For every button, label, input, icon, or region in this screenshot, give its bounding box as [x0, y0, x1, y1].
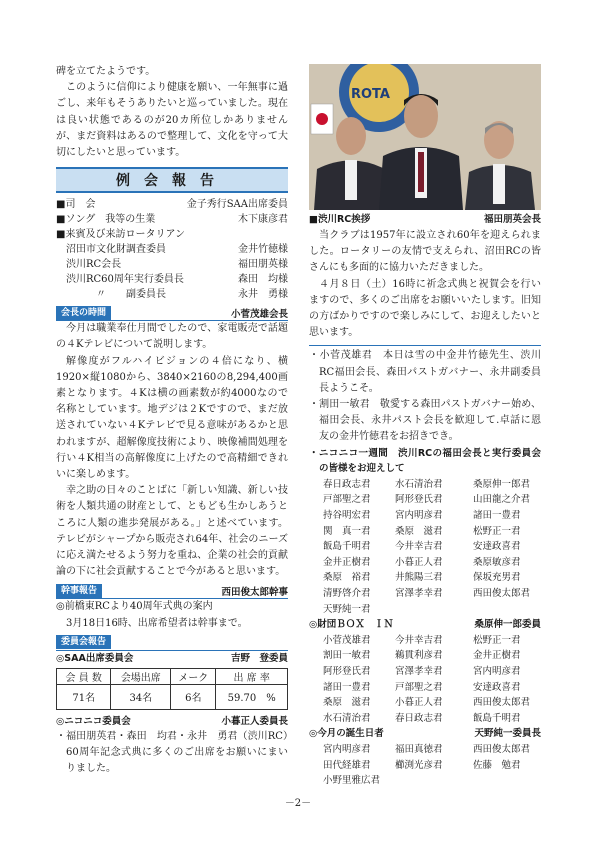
member-name: 宮澤孝幸君: [395, 665, 443, 677]
member-name: 阿形登氏君: [395, 494, 443, 506]
member-name: 宮澤孝幸君: [395, 587, 443, 599]
foundation-box-names: [309, 633, 541, 727]
attendance-table: [56, 668, 288, 710]
member-name: 桑原敏彦君: [473, 556, 521, 568]
niko-week-title: ・ニコニコ一週間 渋川RCの福田会長と実行委員会の皆様をお迎えして: [309, 447, 541, 475]
rotary-sign-text: ROTA: [351, 87, 390, 102]
attendance-header-row: [57, 668, 288, 684]
role-value: 福田朋英様: [238, 259, 288, 271]
president-time-tag: 会長の時間: [56, 306, 111, 320]
role-row: [56, 257, 288, 272]
member-name: 櫛渕光彦君: [395, 759, 443, 771]
role-label: ■来賓及び来訪ロータリアン: [56, 229, 186, 241]
member-name: 桑原伸一郎君: [473, 478, 531, 490]
member-name: 宮内明彦君: [473, 665, 521, 677]
role-value: 金子秀行SAA出席委員: [186, 199, 288, 211]
committee-report-tag: 委員会報告: [56, 635, 111, 649]
photo-illustration: [309, 64, 541, 210]
member-name: 諸田一豊君: [473, 510, 521, 522]
table-cell: 71名: [57, 684, 111, 709]
table-header-cell: メーク: [171, 668, 216, 684]
table-header-cell: 会場出席: [111, 668, 171, 684]
role-label: ■ソング 我等の生業: [56, 214, 156, 226]
meeting-report-banner: [56, 167, 288, 193]
foundation-box-member: 桑原伸一郎委員: [474, 619, 541, 631]
member-name: 小菅茂雄君: [323, 634, 371, 646]
role-value: 金井竹徳様: [238, 244, 288, 256]
roles-list: [56, 197, 288, 302]
president-paragraph: 解像度がフルハイビジョンの４倍になり、横1920×縦1080から、3840×2160の8,294,400画素となります。４Kは横の画素数が約4000なので名称としています。地デジは２Kですので、まだ放送されていない４Kテレビで見る意味があるかと思われますが、超解像度技術により、映像補間処理を行い４K相当の高解像度に上げたので高精細できれいに楽しめます。: [56, 355, 288, 481]
role-row: [56, 227, 288, 242]
divider: [309, 345, 541, 346]
niko-member: 小暮正人委員長: [221, 715, 288, 727]
member-name: 鵜貫利彦君: [395, 650, 443, 662]
saa-title: ◎SAA出席委員会: [56, 652, 134, 664]
member-name: 安達政喜君: [473, 681, 521, 693]
member-name: 桑原 滋君: [395, 525, 443, 537]
member-name: 西田俊太郎君: [473, 743, 531, 755]
member-name: 今井幸吉君: [395, 541, 443, 553]
table-cell: 6名: [171, 684, 216, 709]
left-column: [56, 64, 288, 777]
member-name: 水石清治君: [323, 712, 371, 724]
group-photo: [309, 64, 541, 210]
member-name: 金井正樹君: [323, 556, 371, 568]
member-name: 西田俊太郎君: [473, 587, 531, 599]
member-name: 安達政喜君: [473, 541, 521, 553]
member-name: 小暮正人君: [395, 556, 443, 568]
president-time-header: [56, 305, 288, 321]
member-name: 持谷明宏君: [323, 510, 371, 522]
birthday-names: [309, 742, 541, 789]
role-row: [56, 287, 288, 302]
role-label: 渋川RC会長: [56, 259, 122, 271]
president-name: 小菅茂雄会長: [230, 308, 288, 320]
birthday-member: 天野純一委員長: [474, 728, 541, 740]
member-name: 阿形登氏君: [323, 665, 371, 677]
photo-caption: [309, 212, 541, 228]
member-name: 春日政志君: [323, 478, 371, 490]
member-name: 桑原 滋君: [323, 697, 371, 709]
member-name: 天野純一君: [323, 603, 371, 615]
table-cell: 59.70 %: [216, 684, 288, 709]
role-value: 永井 勇様: [238, 289, 288, 301]
role-value: 木下康彦君: [238, 214, 288, 226]
member-name: 金井正樹君: [473, 650, 521, 662]
niko-entry: ・福田朋英君・森田 均君・永井 勇君（渋川RC）60周年記念式典に多くのご出席をお願いにまいりました。: [56, 730, 288, 775]
member-name: 井熊陽三君: [395, 572, 443, 584]
foundation-box-heading: [309, 617, 541, 633]
table-header-cell: 会 員 数: [57, 668, 111, 684]
caption-person: 福田朋英会長: [483, 214, 541, 225]
attendance-values-row: [57, 684, 288, 709]
secretary-report-header: [56, 583, 288, 599]
member-name: 関 真一君: [323, 525, 371, 537]
role-row: [56, 197, 288, 212]
member-name: 飯島千明君: [323, 541, 371, 553]
intro-paragraph: このように信仰により健康を願い、一年無事に過ごし、来年もそうありたいと巡っていました。現在は良い状態であるのが20カ所位しかありませんが、まだ資料はあるので整理して、文化を守って大切にしたいと思っています。: [56, 82, 288, 159]
committee-report-header: [56, 635, 288, 651]
guest-paragraph: ４月８日（土）16時に祈念式典と祝賀会を行いますので、多くのご出席をお願いいたします。旧知の方ばかりですので楽しみにして、お迎えしたいと思います。: [309, 278, 541, 339]
saa-committee-heading: [56, 651, 288, 666]
secretary-line: ◎前橋東RCより40周年式典の案内: [56, 601, 213, 613]
foundation-box-title: ◎財団ＢＯＸ ＩＮ: [309, 619, 394, 631]
saa-member: 吉野 登委員: [230, 652, 288, 664]
member-name: 保坂充男君: [473, 572, 521, 584]
role-label: 渋川RC60周年実行委員長: [56, 274, 184, 286]
banner-title: 例会報告: [116, 173, 228, 190]
role-label: 沼田市文化財調査委員: [56, 244, 166, 256]
member-name: 松野正一君: [473, 634, 521, 646]
member-name: 福田真徳君: [395, 743, 443, 755]
table-cell: 34名: [111, 684, 171, 709]
member-name: 飯島千明君: [473, 712, 521, 724]
member-name: 戸部聖之君: [395, 681, 443, 693]
member-name: 戸部聖之君: [323, 494, 371, 506]
member-name: 桑原 裕君: [323, 572, 371, 584]
niko-entry: ・割田一敏君 敬愛する森田パストガバナー始め、福田会長、永井パスト会長を歓迎して.卓話に恩友の金井竹徳君をお招きでき。: [309, 399, 541, 443]
member-name: 宮内明彦君: [323, 743, 371, 755]
president-paragraph: 今月は職業奉仕月間でしたので、家電販売で話題の４Kテレビについて説明します。: [56, 323, 288, 351]
member-name: 山田龍之介君: [473, 494, 531, 506]
member-name: 宮内明彦君: [395, 510, 443, 522]
caption-title: ■渋川RC挨拶: [309, 214, 371, 225]
niko-committee-heading: [56, 714, 288, 729]
member-name: 佐藤 勉君: [473, 759, 521, 771]
niko-entry: ・小菅茂雄君 本日は雪の中金井竹徳先生、渋川RC福田会長、森田パストガバナー、永井副委員長ようこそ。: [309, 350, 541, 394]
member-name: 水石清治君: [395, 478, 443, 490]
role-row: [56, 272, 288, 287]
birthday-heading: [309, 726, 541, 742]
birthday-title: ◎今月の誕生日者: [309, 728, 384, 740]
member-name: 小野里雅広君: [323, 775, 381, 787]
intro-line: 碑を立てたようです。: [56, 66, 156, 77]
member-name: 松野正一君: [473, 525, 521, 537]
role-label: ■司 会: [56, 199, 96, 211]
role-row: [56, 212, 288, 227]
niko-title: ◎ニコニコ委員会: [56, 715, 131, 727]
right-column: [309, 64, 541, 789]
guest-paragraph: 当クラブは1957年に設立され60年を迎えられました。ロータリーの友情で支えられ、沼田RCの皆さんにも多面的に協力いただきました。: [309, 230, 541, 274]
member-name: 割田一敏君: [323, 650, 371, 662]
secretary-line: 3月18日16時、出席希望者は幹事まで。: [66, 617, 248, 629]
member-name: 西田俊太郎君: [473, 697, 531, 709]
member-name: 諸田一豊君: [323, 681, 371, 693]
member-name: 今井幸吉君: [395, 634, 443, 646]
role-label: 〃 副委員長: [56, 289, 166, 301]
president-paragraph: 幸之助の日々のことばに「新しい知識、新しい技術を人類共通の財産として、ともども生かしあうところに人類の進歩発展がある。」と述べています。テレビがシャープから販売され64年、社会のニーズに応え満たせるよう努力を重ね、企業の社会的貢献論の下に社会貢献することで今があると思います。: [56, 485, 288, 578]
member-name: 清野啓介君: [323, 587, 371, 599]
niko-week-names: [309, 477, 541, 617]
member-name: 春日政志君: [395, 712, 443, 724]
secretary-name: 西田俊太郎幹事: [221, 586, 288, 598]
role-row: [56, 242, 288, 257]
secretary-report-tag: 幹事報告: [56, 584, 102, 598]
role-value: 森田 均様: [238, 274, 288, 286]
page-number: －2－: [284, 798, 312, 809]
member-name: 田代経雄君: [323, 759, 371, 771]
table-header-cell: 出 席 率: [216, 668, 288, 684]
member-name: 小暮正人君: [395, 697, 443, 709]
